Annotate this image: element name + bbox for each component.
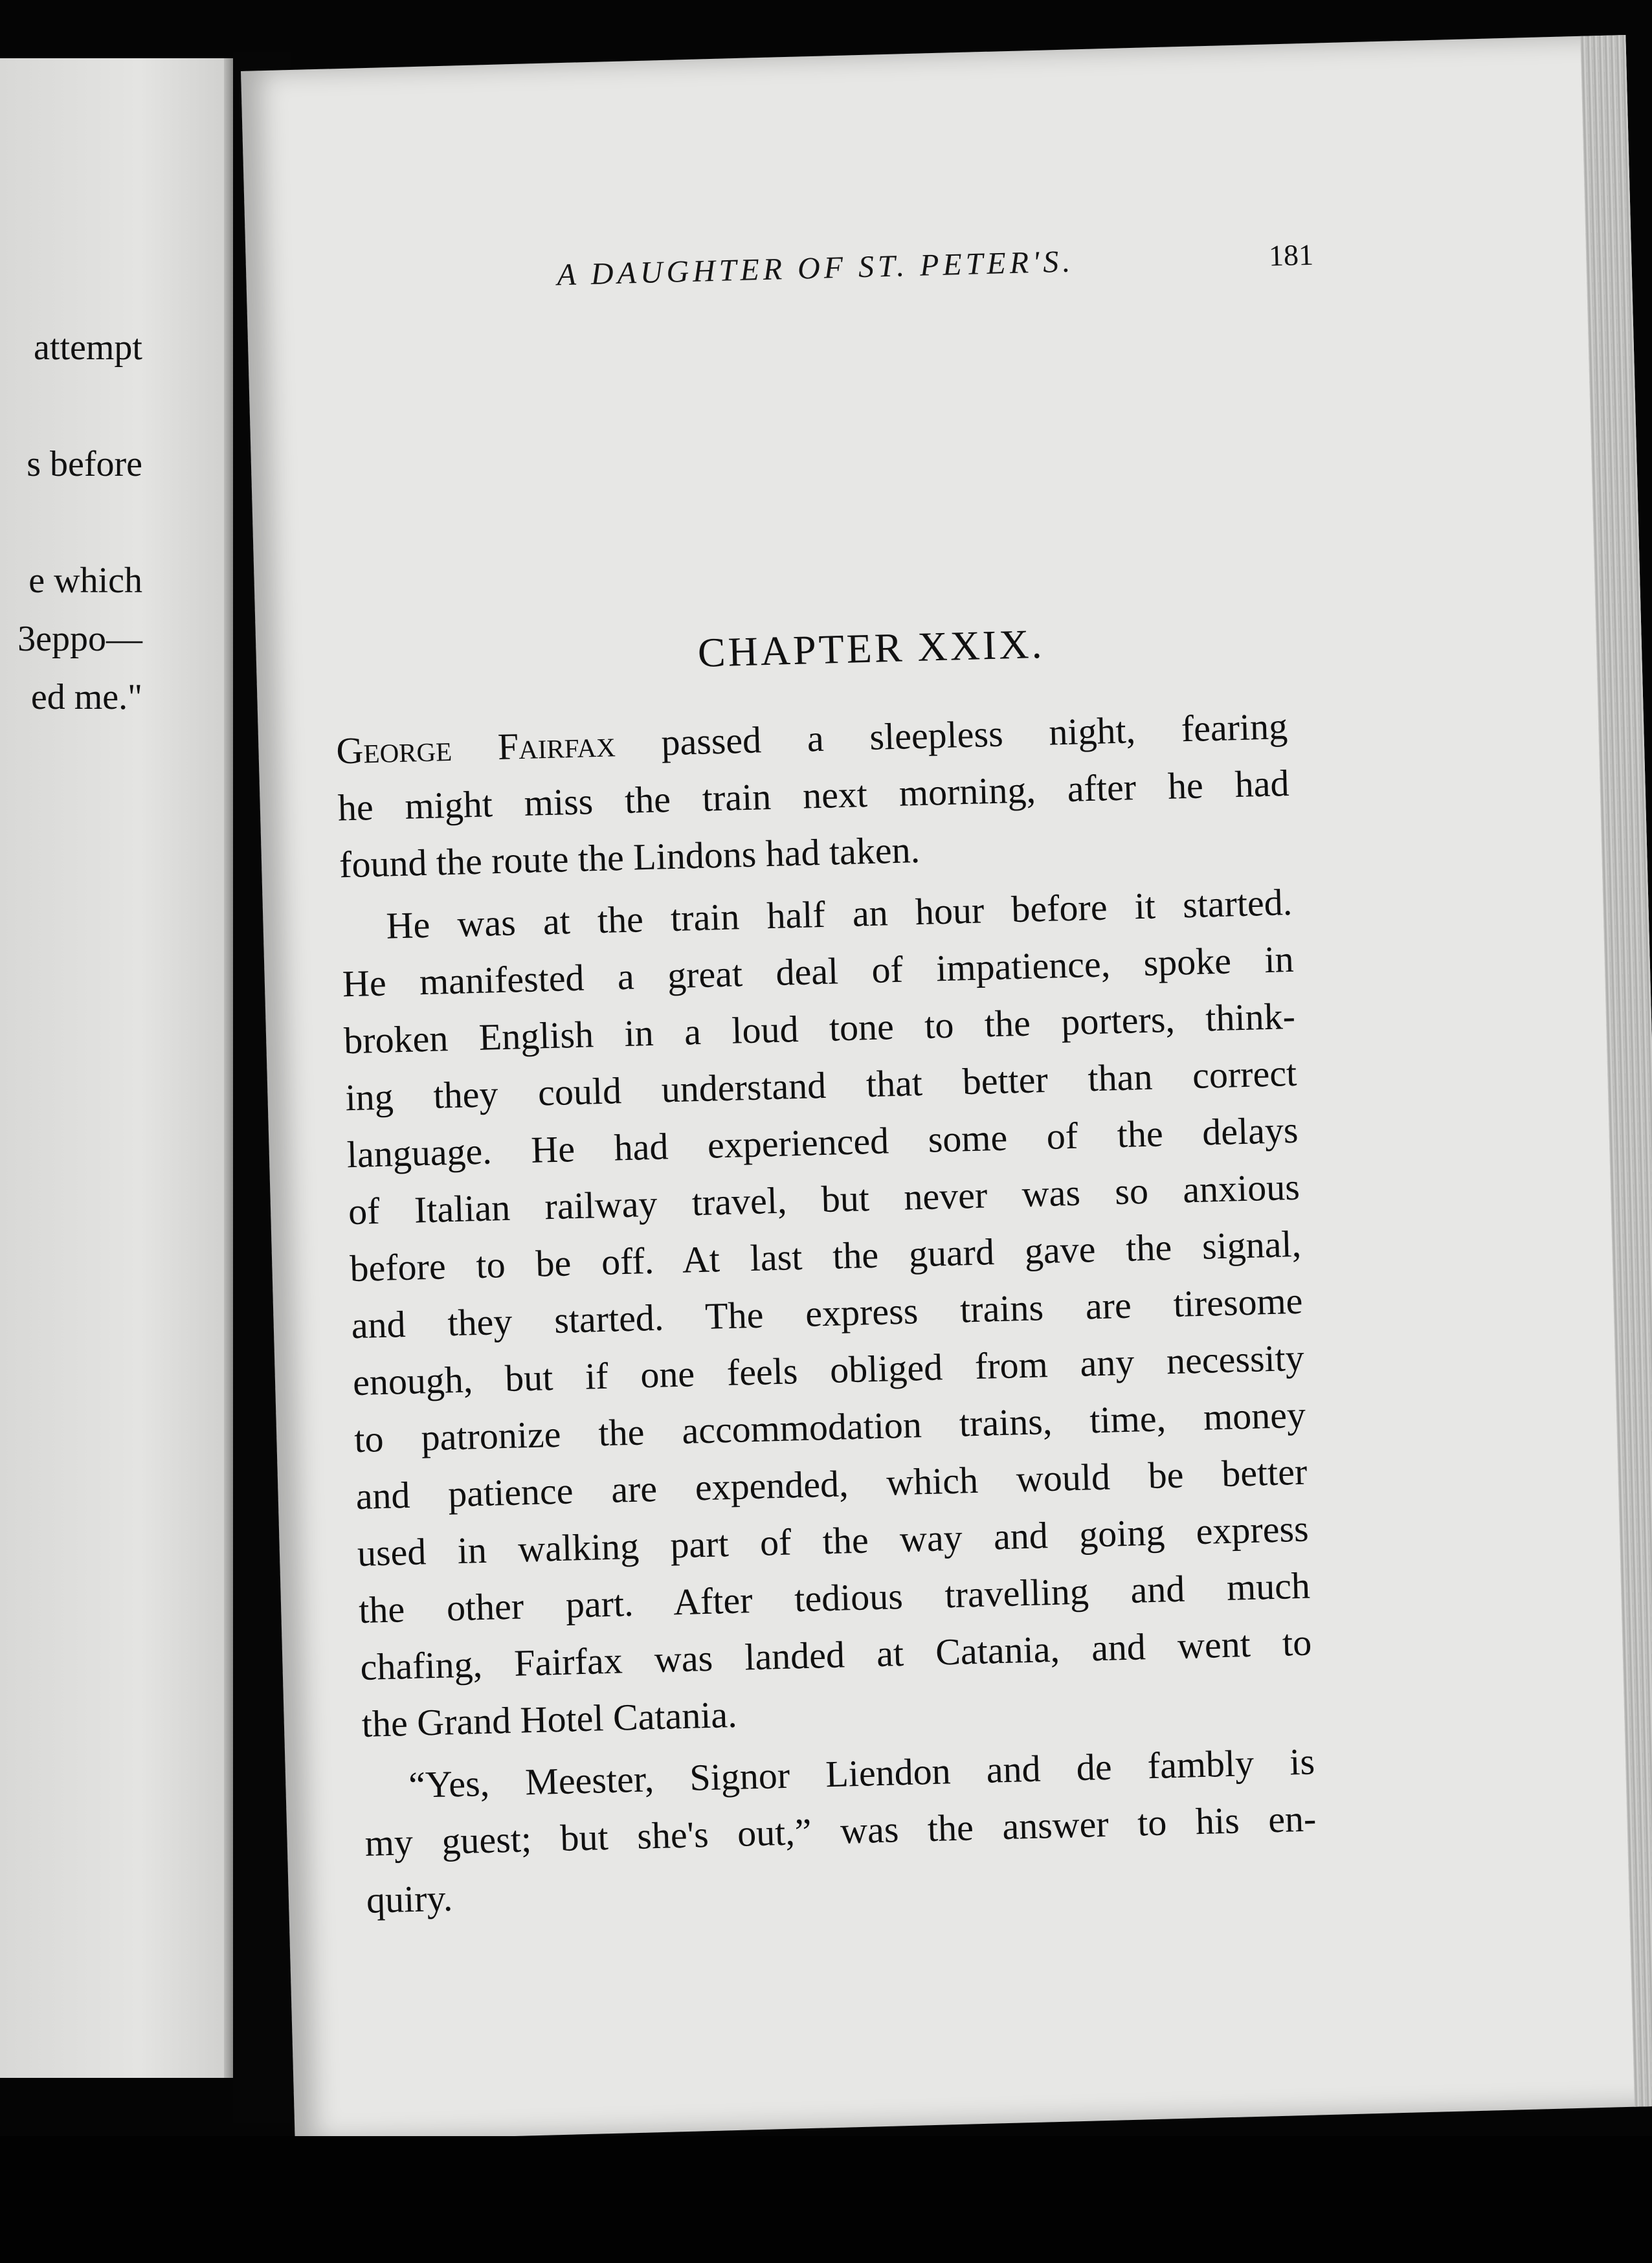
left-page-line: 3eppo— bbox=[17, 619, 142, 659]
text-line: found the route the Lindons had taken. bbox=[339, 828, 921, 886]
left-page bbox=[0, 58, 233, 2078]
running-header: A DAUGHTER OF ST. PETER'S. bbox=[556, 244, 1075, 293]
text-line: “Yes, Meester, Signor Liendon and de fambly is bbox=[408, 1740, 1315, 1807]
text-line: ing they could understand that better than correct bbox=[344, 1051, 1297, 1119]
text-line: to patronize the accommodation trains, time, money bbox=[353, 1393, 1306, 1461]
text-line: he might miss the train next morning, after he had bbox=[337, 761, 1290, 829]
text-line: the Grand Hotel Catania. bbox=[361, 1693, 738, 1745]
text-line: broken English in a loud tone to the porters, think- bbox=[343, 994, 1296, 1062]
chapter-body bbox=[335, 698, 1318, 1929]
left-page-line: e which bbox=[28, 561, 142, 601]
text-line-content: passed a sleepless night, fearing bbox=[614, 705, 1288, 765]
page-number: 181 bbox=[1268, 238, 1314, 273]
text-line: used in walking part of the way and going express bbox=[357, 1507, 1310, 1575]
text-line: and patience are expended, which would be better bbox=[355, 1450, 1308, 1518]
text-line: language. He had experienced some of the delays bbox=[346, 1108, 1299, 1176]
opening-words: George Fairfax bbox=[335, 722, 616, 772]
left-page-line: s before bbox=[27, 444, 142, 484]
right-page bbox=[241, 35, 1652, 2142]
text-line: of Italian railway travel, but never was so anxious bbox=[348, 1165, 1300, 1233]
text-line: the other part. After tedious travelling and much bbox=[358, 1564, 1311, 1632]
text-line: before to be off. At last the guard gave the signal, bbox=[349, 1222, 1302, 1290]
text-line: my guest; but she's out,” was the answer to his en- bbox=[364, 1797, 1317, 1864]
chapter-title: CHAPTER XXIX. bbox=[697, 620, 1045, 676]
left-page-edge bbox=[224, 58, 233, 2078]
text-line: enough, but if one feels obliged from any necessity bbox=[352, 1336, 1305, 1404]
page-fore-edge bbox=[1580, 35, 1652, 2107]
text-line: He manifested a great deal of impatience, spoke in bbox=[342, 937, 1295, 1005]
text-line: He was at the train half an hour before it started. bbox=[385, 880, 1293, 947]
left-page-line: attempt bbox=[34, 328, 142, 368]
text-line: and they started. The express trains are tiresome bbox=[350, 1279, 1304, 1347]
text-line: chafing, Fairfax was landed at Catania, and went to bbox=[359, 1621, 1312, 1689]
left-page-line: ed me." bbox=[30, 677, 142, 717]
text-line: quiry. bbox=[366, 1877, 454, 1921]
scan-background bbox=[0, 2136, 1652, 2263]
